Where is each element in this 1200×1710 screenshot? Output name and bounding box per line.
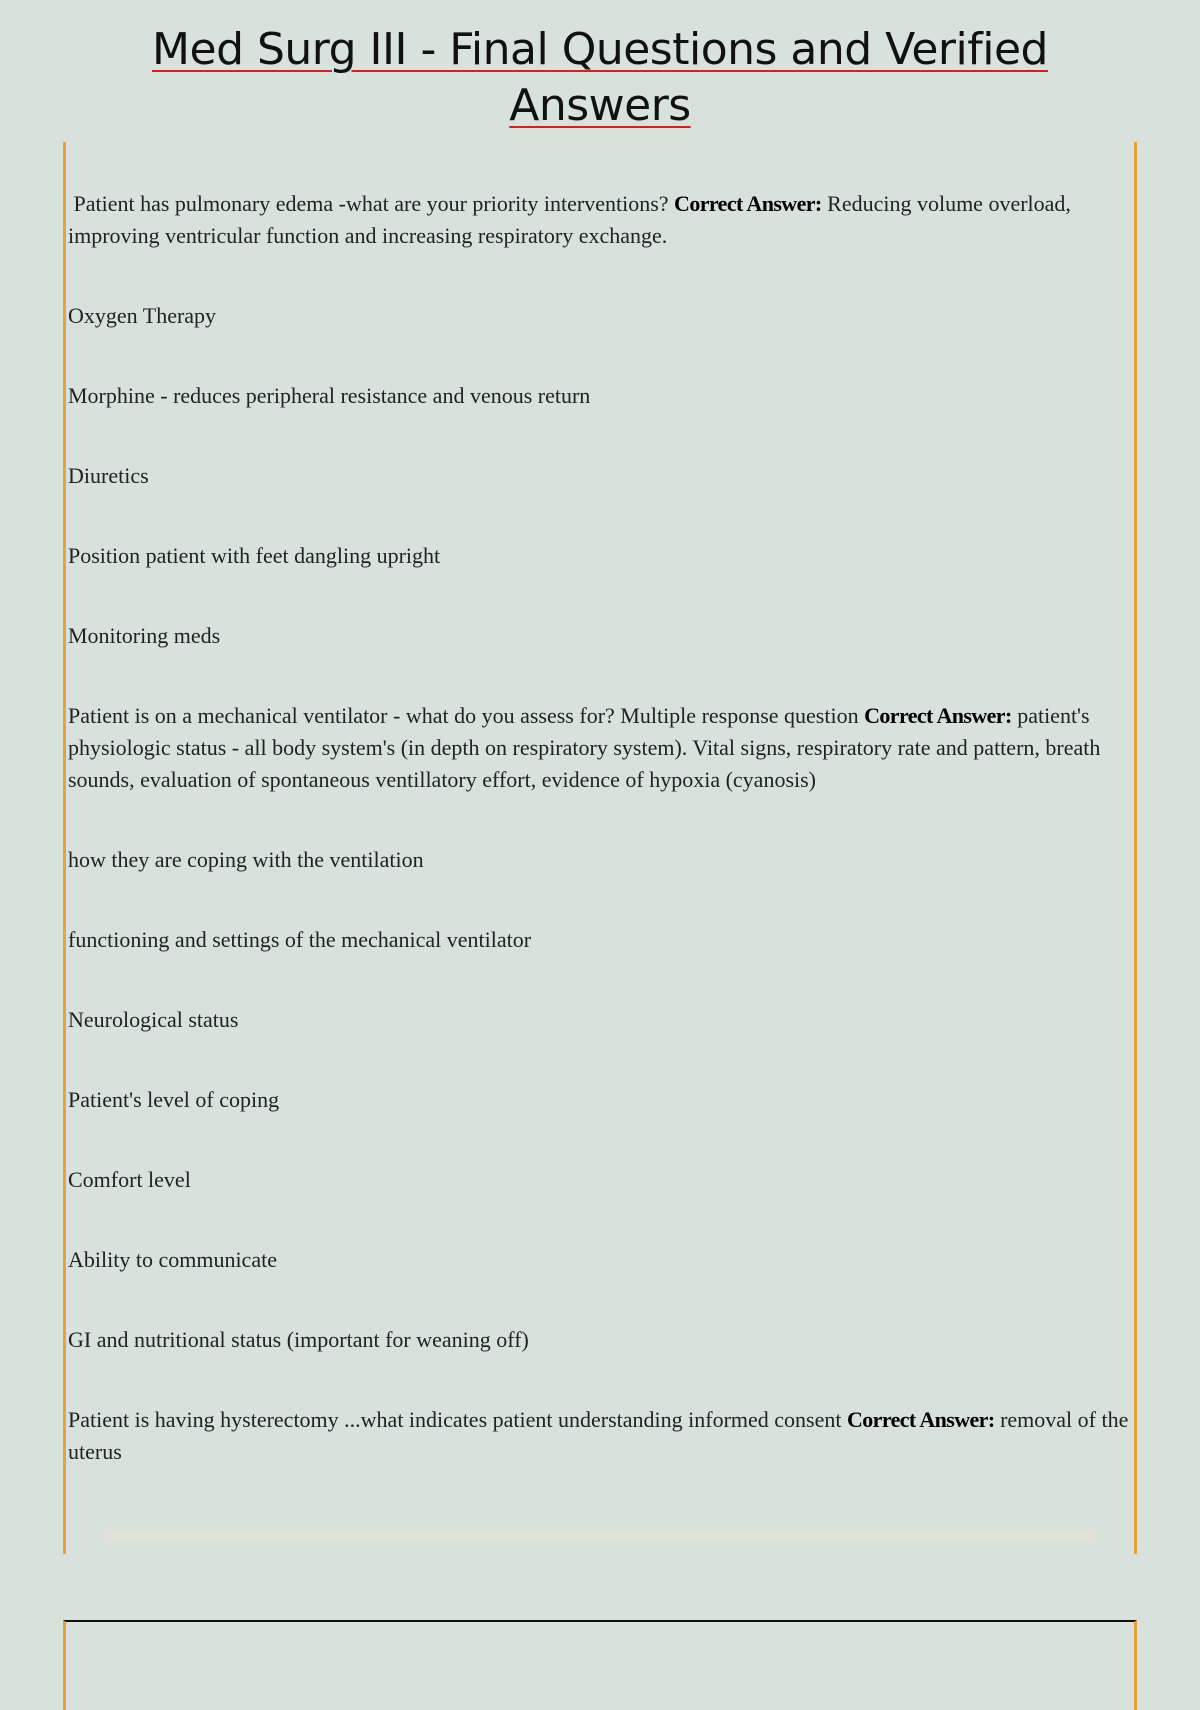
list-item: Ability to communicate — [68, 1247, 277, 1272]
list-item: Diuretics — [68, 463, 149, 488]
list-item: Neurological status — [68, 1007, 239, 1032]
list-item: how they are coping with the ventilation — [68, 847, 424, 872]
qa-item-1 — [68, 188, 1130, 252]
list-item: functioning and settings of the mechanical ventilator — [68, 927, 532, 952]
list-item: GI and nutritional status (important for weaning off) — [68, 1327, 529, 1352]
next-page-frame — [63, 1620, 1137, 1710]
question-text: Patient is having hysterectomy ...what indicates patient understanding informed consent — [68, 1407, 842, 1432]
answer-label: Correct Answer: — [674, 191, 822, 216]
list-item: Monitoring meds — [68, 623, 221, 648]
list-item: Position patient with feet dangling upright — [68, 543, 441, 568]
title-line-1: Med Surg III - Final Questions and Verified — [152, 24, 1048, 75]
qa-item-3 — [68, 1404, 1130, 1468]
answer-label: Correct Answer: — [846, 1407, 995, 1432]
title-line-2: Answers — [509, 80, 691, 131]
divider — [105, 1530, 1095, 1542]
question-text: Patient is on a mechanical ventilator - what do you assess for? Multiple response question — [68, 703, 859, 728]
list-item: Comfort level — [68, 1167, 191, 1192]
answer-text: patient's physiologic status - all body system's (in depth on respiratory system). Vital signs, respiratory rate and pattern, breath sounds, evaluation of spontaneous ventillatory effort, evidence of hypoxia (cyanosis) — [68, 703, 1101, 792]
qa-item-2 — [68, 700, 1130, 796]
list-item: Oxygen Therapy — [68, 303, 217, 328]
list-item: Morphine - reduces peripheral resistance and venous return — [68, 383, 591, 408]
answer-label: Correct Answer: — [864, 703, 1012, 728]
document-title — [0, 22, 1200, 134]
qa-content — [68, 188, 1130, 1516]
answer-text: Reducing volume overload, improving ventricular function and increasing respiratory exchange. — [68, 191, 1071, 248]
answer-text: removal of the uterus — [68, 1407, 1129, 1464]
list-item: Patient's level of coping — [68, 1087, 280, 1112]
question-text: Patient has pulmonary edema -what are your priority interventions? — [73, 191, 669, 216]
